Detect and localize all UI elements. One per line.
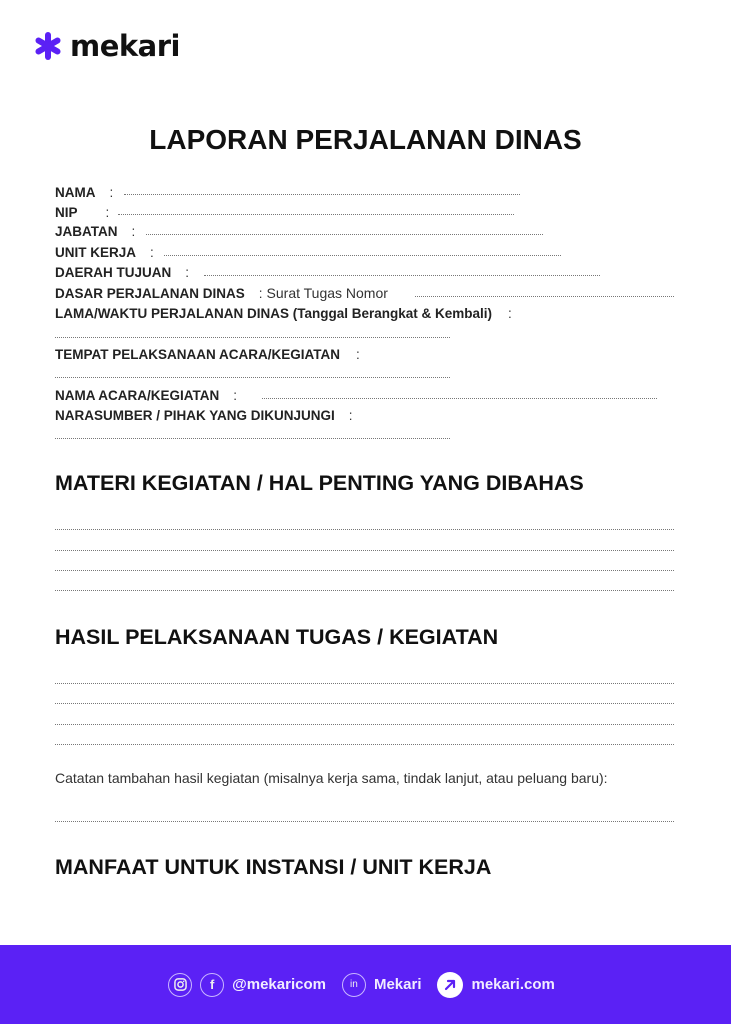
fill-line-catatan[interactable] bbox=[55, 821, 674, 822]
field-tempat-pelaksanaan: TEMPAT PELAKSANAAN ACARA/KEGIATAN : bbox=[55, 346, 360, 362]
fill-line-hasil-2[interactable] bbox=[55, 703, 674, 704]
field-label: LAMA/WAKTU PERJALANAN DINAS (Tanggal Berangkat & Kembali) bbox=[55, 305, 493, 321]
field-label: DASAR PERJALANAN DINAS bbox=[55, 285, 245, 301]
field-nama: NAMA : bbox=[55, 184, 114, 200]
field-narasumber: NARASUMBER / PIHAK YANG DIKUNJUNGI : bbox=[55, 407, 353, 423]
fill-line-narasumber[interactable] bbox=[55, 438, 450, 439]
section-heading-hasil: HASIL PELAKSANAAN TUGAS / KEGIATAN bbox=[55, 625, 499, 649]
field-label: NARASUMBER / PIHAK YANG DIKUNJUNGI bbox=[55, 407, 335, 423]
fill-line-materi-4[interactable] bbox=[55, 590, 674, 591]
field-label: TEMPAT PELAKSANAAN ACARA/KEGIATAN bbox=[55, 346, 340, 362]
field-label: DAERAH TUJUAN bbox=[55, 264, 172, 280]
field-jabatan: JABATAN : bbox=[55, 223, 136, 239]
fill-line-jabatan[interactable] bbox=[146, 234, 543, 235]
website-link[interactable]: mekari.com bbox=[471, 976, 555, 993]
brand-name: mekari bbox=[70, 28, 180, 63]
fill-line-nama[interactable] bbox=[124, 194, 520, 195]
field-value: Surat Tugas Nomor bbox=[266, 285, 388, 301]
linkedin-icon[interactable]: in bbox=[342, 973, 366, 997]
fill-line-dasar-perjalanan[interactable] bbox=[415, 296, 674, 297]
fill-line-unit-kerja[interactable] bbox=[164, 255, 561, 256]
mekari-logo bbox=[32, 30, 180, 62]
fill-line-nip[interactable] bbox=[118, 214, 514, 215]
footer-bar bbox=[0, 945, 731, 1024]
fill-line-daerah-tujuan[interactable] bbox=[204, 275, 600, 276]
fill-line-hasil-4[interactable] bbox=[55, 744, 674, 745]
linkedin-name[interactable]: Mekari bbox=[373, 976, 422, 993]
fill-line-nama-acara[interactable] bbox=[262, 398, 657, 399]
field-label: JABATAN bbox=[55, 223, 118, 239]
fill-line-materi-2[interactable] bbox=[55, 550, 674, 551]
field-label: NAMA bbox=[55, 184, 96, 200]
field-lama-waktu: LAMA/WAKTU PERJALANAN DINAS (Tanggal Berangkat & Kembali) : bbox=[55, 305, 512, 321]
fill-line-materi-3[interactable] bbox=[55, 570, 674, 571]
instagram-icon[interactable] bbox=[168, 973, 192, 997]
field-dasar-perjalanan: DASAR PERJALANAN DINAS : Surat Tugas Nomor bbox=[55, 285, 388, 301]
field-nip: NIP : bbox=[55, 204, 110, 220]
fill-line-tempat-pelaksanaan[interactable] bbox=[55, 377, 450, 378]
fill-line-hasil-3[interactable] bbox=[55, 724, 674, 725]
fill-line-hasil-1[interactable] bbox=[55, 683, 674, 684]
fill-line-lama-waktu[interactable] bbox=[55, 337, 450, 338]
field-label: NAMA ACARA/KEGIATAN bbox=[55, 387, 220, 403]
field-label: UNIT KERJA bbox=[55, 244, 137, 260]
section-heading-materi: MATERI KEGIATAN / HAL PENTING YANG DIBAHAS bbox=[55, 471, 584, 495]
social-handle[interactable]: @mekaricom bbox=[232, 976, 326, 993]
field-daerah-tujuan: DAERAH TUJUAN : bbox=[55, 264, 190, 280]
note-catatan-tambahan: Catatan tambahan hasil kegiatan (misalnya kerja sama, tindak lanjut, atau peluang baru): bbox=[55, 770, 608, 786]
field-unit-kerja: UNIT KERJA : bbox=[55, 244, 154, 260]
document-title: LAPORAN PERJALANAN DINAS bbox=[149, 124, 582, 155]
field-label: NIP bbox=[55, 204, 78, 220]
facebook-icon[interactable]: f bbox=[200, 973, 224, 997]
mekari-star-icon bbox=[32, 30, 64, 62]
fill-line-materi-1[interactable] bbox=[55, 529, 674, 530]
arrow-up-right-icon[interactable] bbox=[437, 972, 463, 998]
section-heading-manfaat: MANFAAT UNTUK INSTANSI / UNIT KERJA bbox=[55, 855, 492, 879]
field-nama-acara: NAMA ACARA/KEGIATAN : bbox=[55, 387, 238, 403]
